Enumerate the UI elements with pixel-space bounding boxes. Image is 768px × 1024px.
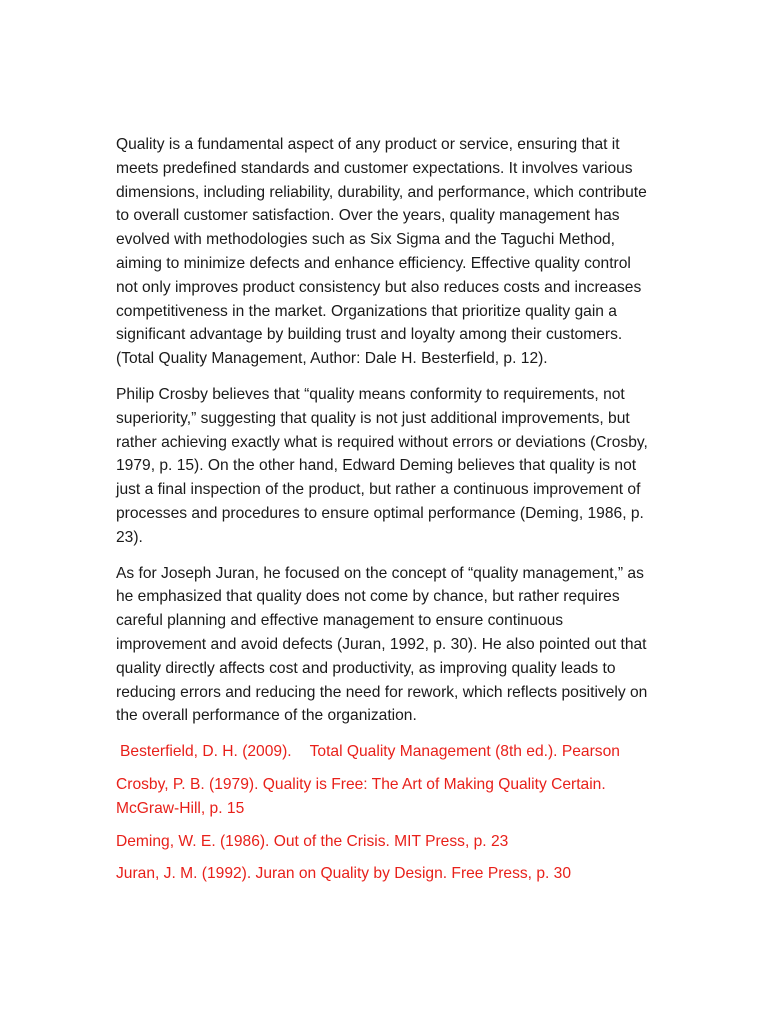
- reference-crosby: Crosby, P. B. (1979). Quality is Free: The Art of Making Quality Certain. McGraw-Hill, p. 15: [116, 775, 606, 817]
- paragraph-quality-intro: Quality is a fundamental aspect of any product or service, ensuring that it meets predefined standards and customer expectations. It involves various dimensions, including reliability, durability, and performance, which contribute to overall customer satisfaction. Over the years, quality management has evolved with methodologies such as Six Sigma and the Taguchi Method, aiming to minimize defects and enhance efficiency. Effective quality control not only improves product consistency but also reduces costs and increases competitiveness in the market. Organizations that prioritize quality gain a significant advantage by building trust and loyalty among their customers. (Total Quality Management, Author: Dale H. Besterfield, p. 12).: [116, 136, 647, 368]
- reference-list: [116, 740, 656, 886]
- document-body: [116, 133, 656, 895]
- reference-juran: Juran, J. M. (1992). Juran on Quality by Design. Free Press, p. 30: [116, 865, 572, 883]
- reference-besterfield: [116, 740, 656, 764]
- reference-besterfield-title: Total Quality Management (8th ed.). Pearson: [309, 743, 620, 761]
- paragraph-crosby-deming: Philip Crosby believes that “quality means conformity to requirements, not superiority,” suggesting that quality is not just additional improvements, but rather achieving exactly what is required without errors or deviations (Crosby, 1979, p. 15). On the other hand, Edward Deming believes that quality is not just a final inspection of the product, but rather a continuous improvement of processes and procedures to ensure optimal performance (Deming, 1986, p. 23).: [116, 385, 648, 546]
- reference-besterfield-author: Besterfield, D. H. (2009).: [120, 743, 292, 761]
- reference-deming: Deming, W. E. (1986). Out of the Crisis. MIT Press, p. 23: [116, 832, 509, 850]
- paragraph-juran: As for Joseph Juran, he focused on the concept of “quality management,” as he emphasized that quality does not come by chance, but rather requires careful planning and effective management to ensure continuous improvement and avoid defects (Juran, 1992, p. 30). He also pointed out that quality directly affects cost and productivity, as improving quality leads to reducing errors and reducing the need for rework, which reflects positively on the overall performance of the organization.: [116, 564, 648, 725]
